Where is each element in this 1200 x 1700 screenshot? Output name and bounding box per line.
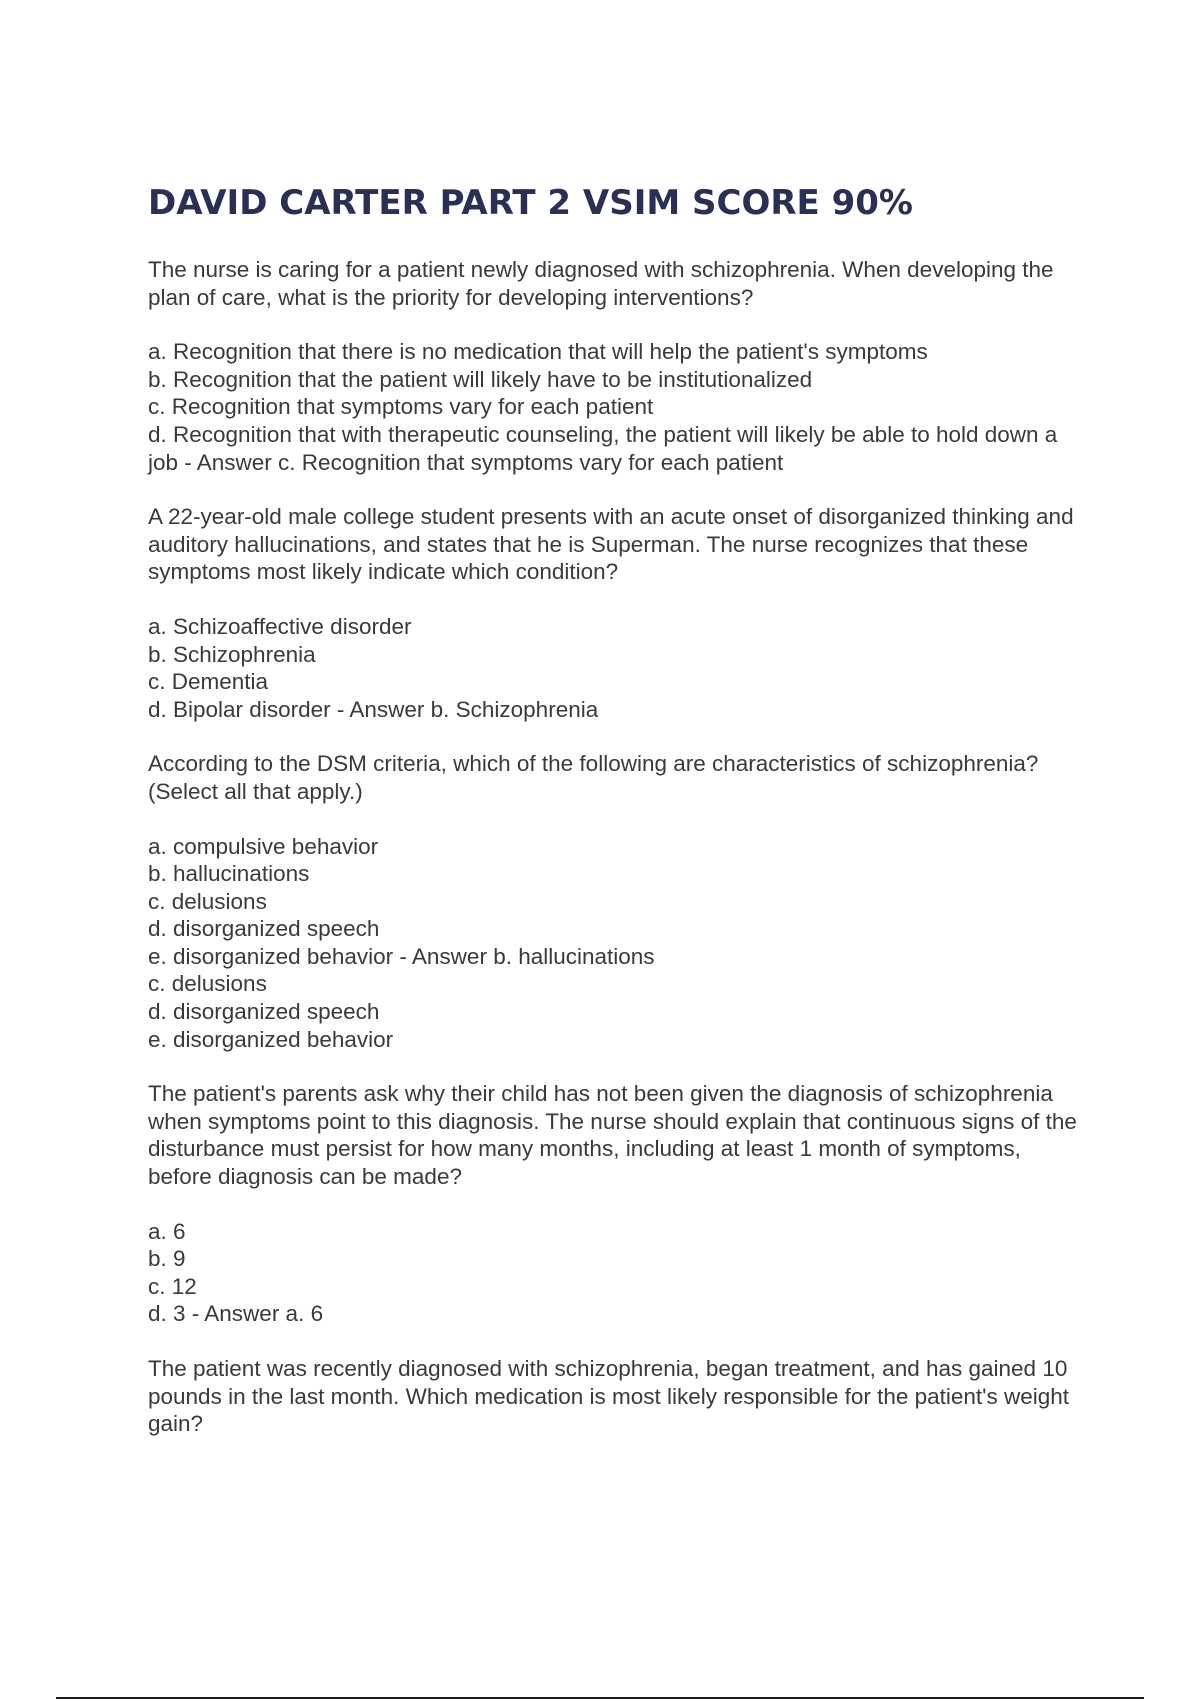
answer-option: b. 9 (148, 1246, 186, 1272)
question-stem: A 22-year-old male college student presents with an acute onset of disorganized thinking and auditory hallucinations, and states that he is Superman. The nurse recognizes that these symptoms most likely indicate which condition? (148, 504, 1074, 585)
answer-option-with-answer: d. Recognition that with therapeutic counseling, the patient will likely be able to hold down a job - Answer c. Recognition that symptoms vary for each patient (148, 421, 1058, 475)
question-stem: The patient was recently diagnosed with schizophrenia, began treatment, and has gained 10 pounds in the last month. Which medication is most likely responsible for the patient's weight gain? (148, 1356, 1070, 1437)
answer-option: a. Recognition that there is no medication that will help the patient's symptoms (148, 339, 928, 365)
question-3 (148, 750, 1088, 1053)
answer-option: b. hallucinations (148, 861, 310, 887)
answer-option: b. Recognition that the patient will likely have to be institutionalized (148, 366, 813, 392)
question-5 (148, 1355, 1088, 1438)
answer-option-with-answer: e. disorganized behavior - Answer b. hallucinations (148, 943, 655, 969)
answer-option: a. compulsive behavior (148, 833, 379, 859)
page-bottom-rule (56, 1697, 1144, 1699)
answer-option: c. 12 (148, 1273, 197, 1299)
answer-option: b. Schizophrenia (148, 641, 316, 667)
answer-option: d. disorganized speech (148, 999, 380, 1025)
question-stem: According to the DSM criteria, which of the following are characteristics of schizophrenia? (Select all that apply.) (148, 751, 1039, 804)
answer-option: c. delusions (148, 888, 267, 914)
answer-option-with-answer: d. Bipolar disorder - Answer b. Schizophrenia (148, 696, 599, 722)
document-title: DAVID CARTER PART 2 VSIM SCORE 90% (148, 183, 913, 223)
question-2 (148, 503, 1088, 723)
answer-option: c. Dementia (148, 669, 269, 695)
document-content (148, 180, 1088, 1465)
question-1 (148, 256, 1088, 476)
question-stem: The nurse is caring for a patient newly diagnosed with schizophrenia. When developing the plan of care, what is the priority for developing interventions? (148, 257, 1054, 310)
answer-option: d. disorganized speech (148, 916, 380, 942)
question-stem: The patient's parents ask why their child has not been given the diagnosis of schizophrenia when symptoms point to this diagnosis. The nurse should explain that continuous signs of the disturbance must persist for how many months, including at least 1 month of symptoms, before diagnosis can be made? (148, 1081, 1077, 1190)
answer-option: a. Schizoaffective disorder (148, 613, 412, 639)
answer-option: c. Recognition that symptoms vary for each patient (148, 394, 654, 420)
answer-option-with-answer: d. 3 - Answer a. 6 (148, 1301, 324, 1327)
question-4 (148, 1080, 1088, 1328)
answer-option: c. delusions (148, 971, 267, 997)
answer-option: a. 6 (148, 1218, 186, 1244)
answer-option: e. disorganized behavior (148, 1026, 394, 1052)
